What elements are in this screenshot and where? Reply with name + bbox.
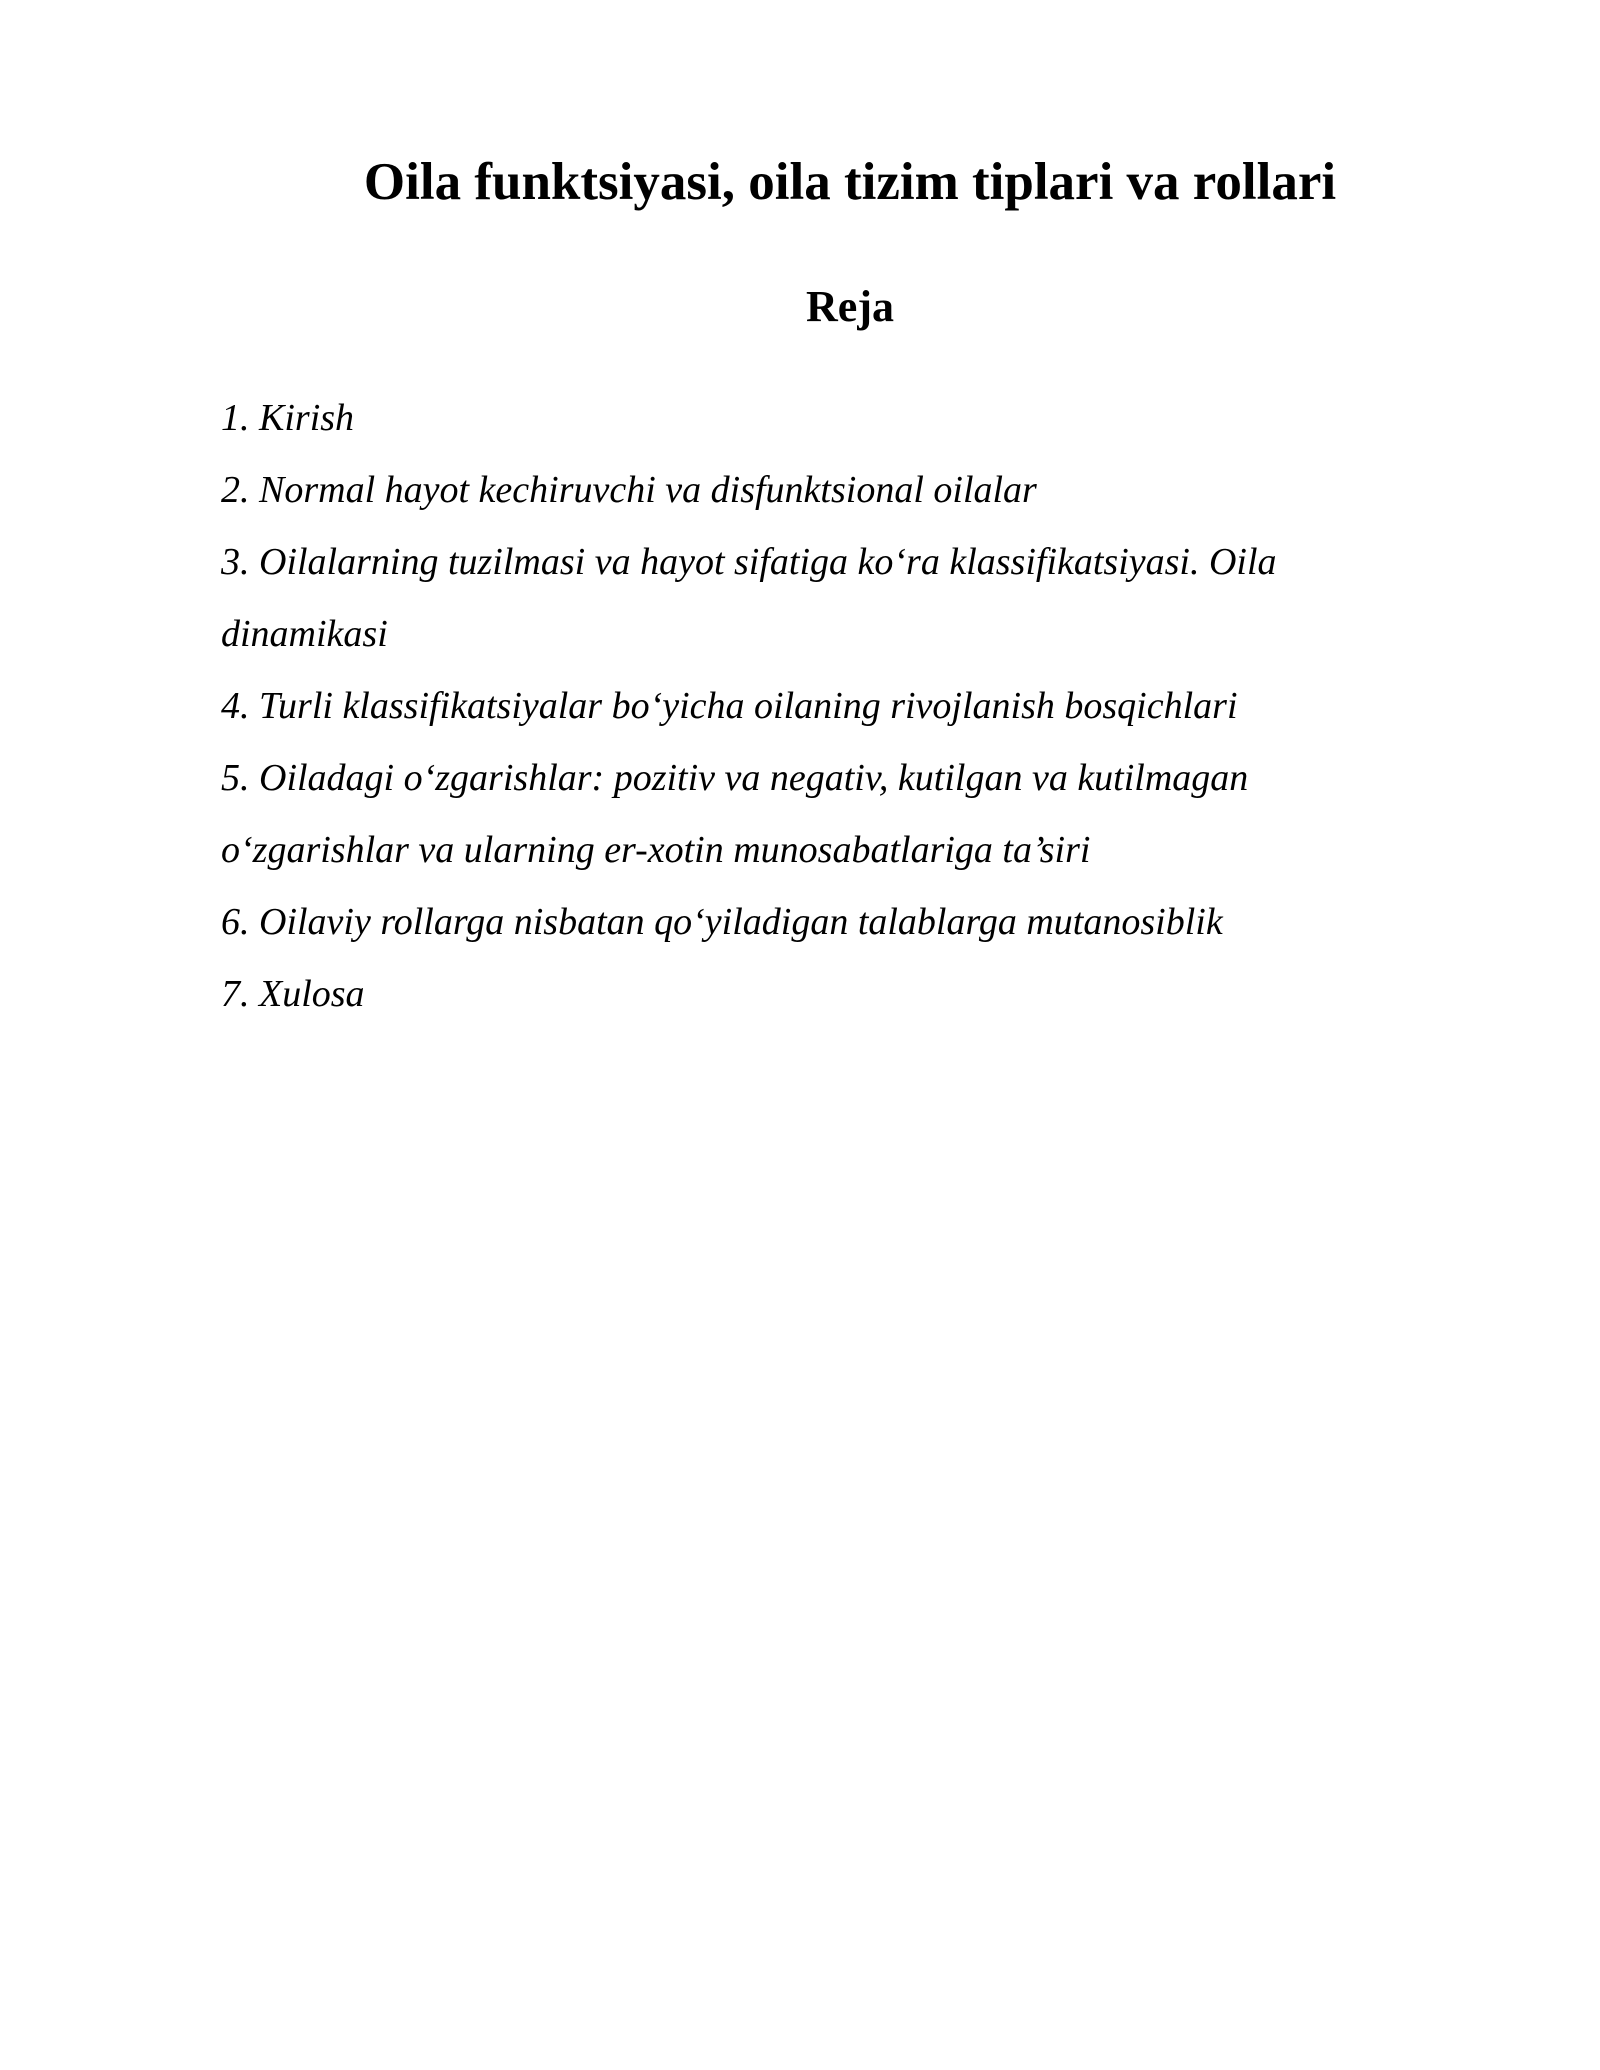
plan-item: 4. Turli klassifikatsiyalar bo‘yicha oilaning rivojlanish bosqichlari [221, 685, 1238, 727]
plan-list [221, 382, 1421, 1030]
document-title: Oila funktsiyasi, oila tizim tiplari va rollari [363, 153, 1337, 211]
plan-item: 3. Oilalarning tuzilmasi va hayot sifatiga ko‘ra klassifikatsiyasi. Oila dinamikasi [221, 541, 1277, 655]
plan-item: 5. Oiladagi o‘zgarishlar: pozitiv va negativ, kutilgan va kutilmagan o‘zgarishlar va ularning er-xotin munosabatlariga ta’siri [221, 757, 1249, 871]
plan-item: 2. Normal hayot kechiruvchi va disfunktsional oilalar [221, 469, 1037, 511]
plan-heading: Reja [806, 282, 894, 331]
plan-item: 7. Xulosa [221, 973, 365, 1015]
plan-item: 6. Oilaviy rollarga nisbatan qo‘yiladigan talablarga mutanosiblik [221, 901, 1223, 943]
plan-item: 1. Kirish [221, 397, 355, 439]
